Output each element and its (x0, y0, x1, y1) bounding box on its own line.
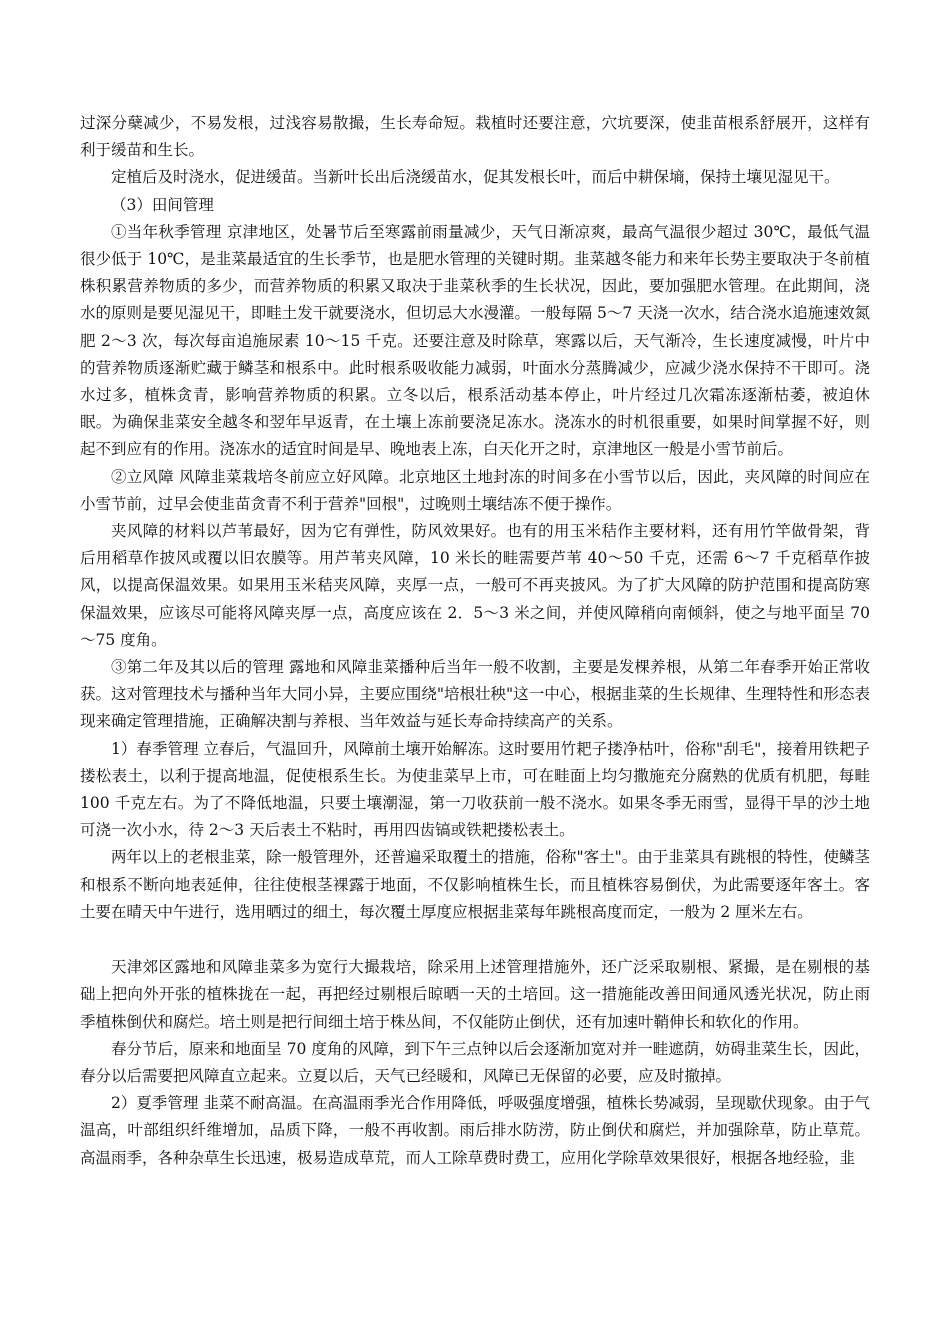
paragraph-second-year-management: ③第二年及其以后的管理 露地和风障韭菜播种后当年一般不收割，主要是发棵养根，从第二年春季开始正常收获。这对管理技术与播种当年大同小异，主要应围绕"培根壮秧"这一中心，根据韭菜的生长规律、生理特性和形态表现来确定管理措施，正确解决割与养根、当年效益与延长寿命持续高产的关系。 (80, 658, 870, 731)
section-heading-field-management: （3）田间管理 (111, 195, 214, 214)
paragraph-windbreak-materials: 夹风障的材料以芦苇最好，因为它有弹性，防风效果好。也有的用玉米秸作主要材料，还有用竹竿做骨架，背后用稻草作披风或覆以旧农膜等。用芦苇夹风障，10 米长的畦需要芦苇 40～50 千克，还需 6～7 千克稻草作披风，以提高保温效果。如果用玉米秸夹风障，夹厚一点，一般可不再夹披风。为了扩大风障的防护范围和提高防寒保温效果，应该尽可能将风障夹厚一点，高度应该在 2．5～3 米之间，并使风障稍向南倾斜，使之与地平面呈 70～75 度角。 (80, 522, 870, 649)
paragraph-windbreak: ②立风障 风障韭菜栽培冬前应立好风障。北京地区土地封冻的时间多在小雪节以后，因此，夹风障的时间应在小雪节前，过早会使韭苗贪青不利于营养"回根"，过晚则土壤结冻不便于操作。 (80, 467, 870, 513)
paragraph-transplant-watering: 定植后及时浇水，促进缓苗。当新叶长出后浇缓苗水，促其发根长叶，而后中耕保墒，保持土壤见湿见干。 (111, 168, 840, 187)
paragraph-summer-management: 2）夏季管理 韭菜不耐高温。在高温雨季光合作用降低，呼吸强度增强，植株长势减弱，呈现歇伏现象。由于气温高，叶部组织纤维增加，品质下降，一般不再收割。雨后排水防涝，防止倒伏和腐烂，并加强除草，防止草荒。高温雨季，各种杂草生长迅速，极易造成草荒，而人工除草费时费工，应用化学除草效果很好，根据各地经验，韭 (80, 1094, 870, 1167)
paragraph-gap (80, 926, 870, 954)
document-body (80, 110, 870, 1172)
paragraph-tianjin-practice: 天津郊区露地和风障韭菜多为宽行大撮栽培，除采用上述管理措施外，还广泛采取剔根、紧撮，是在剔根的基础上把向外开张的植株拢在一起，再把经过剔根后晾晒一天的土培回。这一措施能改善田间通风透光状况，防止雨季植株倒伏和腐烂。培土则是把行间细土培于株丛间，不仅能防止倒伏，还有加速叶鞘伸长和软化的作用。 (80, 958, 870, 1031)
paragraph-spring-equinox: 春分节后，原来和地面呈 70 度角的风障，到下午三点钟以后会逐渐加宽对并一畦遮荫，妨碍韭菜生长，因此，春分以后需要把风障直立起来。立夏以后，天气已经暖和，风障已无保留的必要，应及时撤掉。 (80, 1039, 870, 1085)
paragraph-old-root-soil: 两年以上的老根韭菜，除一般管理外，还普遍采取覆土的措施，俗称"客土"。由于韭菜具有跳根的特性，使鳞茎和根系不断向地表延伸，往往使根茎裸露于地面，不仅影响植株生长，而且植株容易倒伏，为此需要逐年客土。客土要在晴天中午进行，选用晒过的细土，每次覆土厚度应根据韭菜每年跳根高度而定，一般为 2 厘米左右。 (80, 848, 870, 921)
paragraph-autumn-management: ①当年秋季管理 京津地区，处暑节后至寒露前雨量减少，天气日渐凉爽，最高气温很少超过 30℃，最低气温很少低于 10℃，是韭菜最适宜的生长季节，也是肥水管理的关键时期。韭菜越冬能力和来年长势主要取决于冬前植株积累营养物质的多少，而营养物质的积累又取决于韭菜秋季的生长状况，因此，要加强肥水管理。在此期间，浇水的原则是要见湿见干，即畦土发干就要浇水，但切忌大水漫灌。一般每隔 5～7 天浇一次水，结合浇水追施速效氮肥 2～3 次，每次每亩追施尿素 10～15 千克。还要注意及时除草，寒露以后，天气渐冷，生长速度减慢，叶片中的营养物质逐渐贮藏于鳞茎和根系中。此时根系吸收能力减弱，叶面水分蒸腾减少，应减少浇水保持不干即可。浇水过多，植株贪青，影响营养物质的积累。立冬以后，根系活动基本停止，叶片经过几次霜冻逐渐枯萎，被迫休眠。为确保韭菜安全越冬和翌年早返青，在土壤上冻前要浇足冻水。浇冻水的时机很重要，如果时间掌握不好，则起不到应有的作用。浇冻水的适宜时间是早、晚地表上冻，白天化开之时，京津地区一般是小雪节前后。 (80, 222, 870, 459)
paragraph-continuation: 过深分蘖减少，不易发根，过浅容易散撮，生长寿命短。栽植时还要注意，穴坑要深，使韭苗根系舒展开，这样有利于缓苗和生长。 (80, 114, 870, 160)
paragraph-spring-management: 1）春季管理 立春后，气温回升，风障前土壤开始解冻。这时要用竹耙子搂净枯叶，俗称"刮毛"，接着用铁耙子搂松表土，以利于提高地温，促使根系生长。为使韭菜早上市，可在畦面上均匀撒施充分腐熟的优质有机肥，每畦 100 千克左右。为了不降低地温，只要土壤潮湿，第一刀收获前一般不浇水。如果冬季无雨雪，显得干旱的沙土地可浇一次小水，待 2～3 天后表土不粘时，再用四齿镐或铁耙搂松表土。 (80, 739, 870, 840)
